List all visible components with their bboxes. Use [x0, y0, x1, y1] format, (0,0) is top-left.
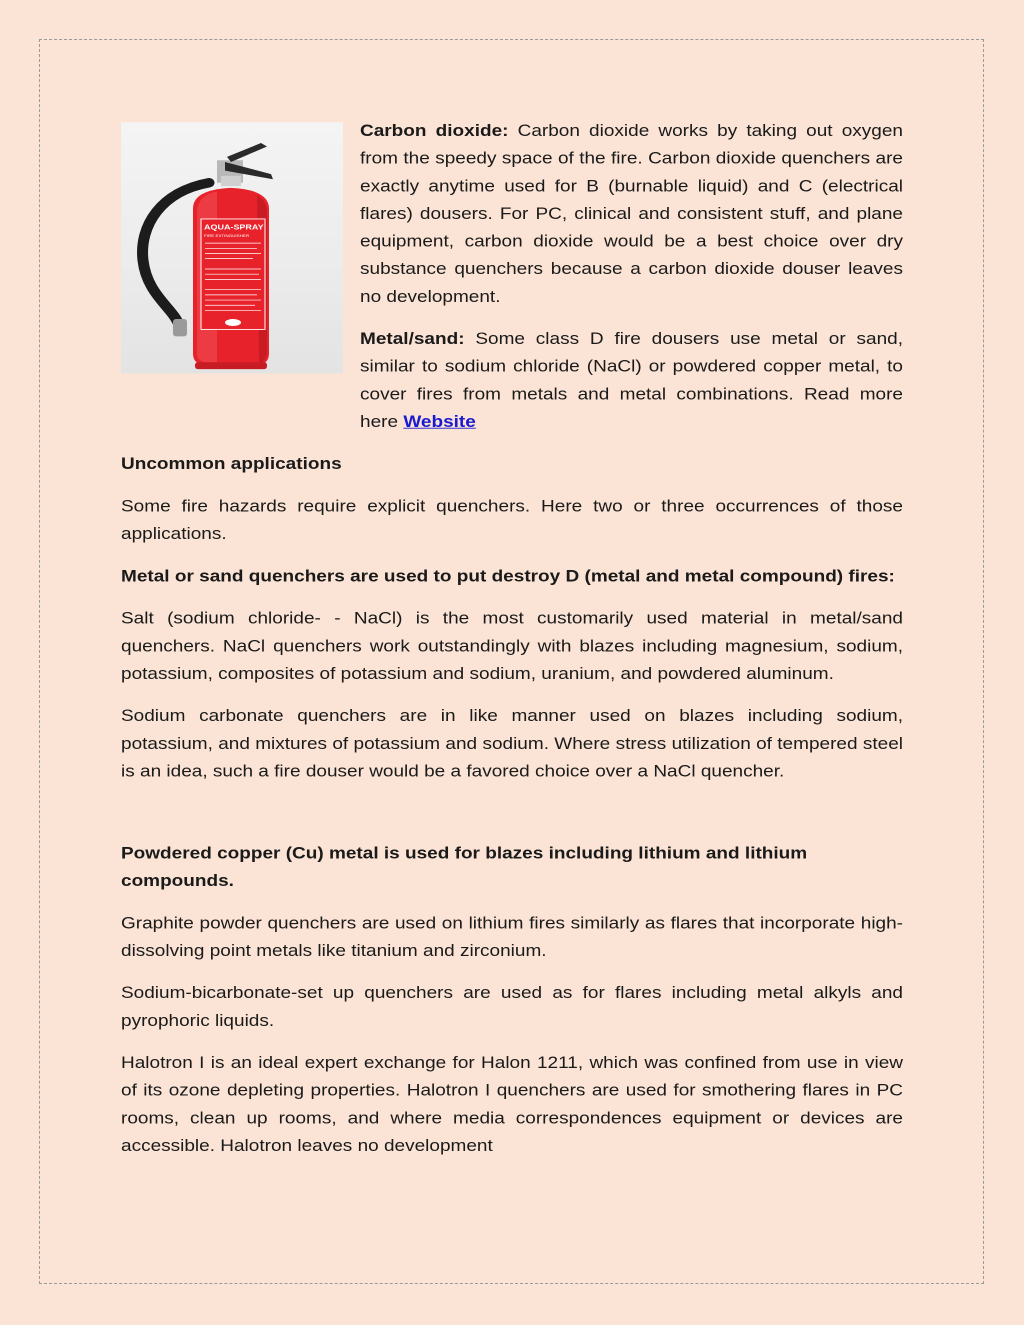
sodium-bicarbonate-paragraph: Sodium-bicarbonate-set up quenchers are used as for flares including metal alkyls and pyrophoric liquids.	[121, 984, 903, 1031]
metal-sand-paragraph	[360, 326, 903, 436]
metal-sand-heading: Metal or sand quenchers are used to put destroy D (metal and metal compound) fires:	[121, 567, 895, 586]
salt-paragraph: Salt (sodium chloride- - NaCl) is the most customarily used material in metal/sand quenchers. NaCl quenchers work outstandingly with blazes including magnesium, sodium, potassium, composites of potassium and sodium, uranium, and powdered aluminum.	[121, 609, 903, 684]
blank-line	[121, 801, 903, 841]
document-content	[121, 118, 903, 1175]
top-section	[121, 118, 903, 436]
uncommon-intro-paragraph: Some fire hazards require explicit quenchers. Here two or three occurrences of those applications.	[121, 497, 903, 544]
carbon-dioxide-paragraph	[360, 118, 903, 311]
graphite-paragraph: Graphite powder quenchers are used on lithium fires similarly as flares that incorporate high-dissolving point metals like titanium and zirconium.	[121, 914, 903, 961]
sodium-carbonate-paragraph: Sodium carbonate quenchers are in like manner used on blazes including sodium, potassium, and mixtures of potassium and sodium. Where stress utilization of tempered steel is an idea, such a fire douser would be a favored choice over a NaCl quencher.	[121, 707, 903, 781]
powdered-copper-heading: Powdered copper (Cu) metal is used for blazes including lithium and lithium compounds.	[121, 844, 808, 891]
metal-sand-lead: Metal/sand:	[360, 330, 465, 349]
extinguisher-label-sub: FIRE EXTINGUISHER	[204, 233, 250, 239]
halotron-paragraph: Halotron I is an ideal expert exchange for Halon 1211, which was confined from use in view of its ozone depleting properties. Halotron I quenchers are used for smothering flares in PC rooms, clean up rooms, and where media correspondences equipment or devices are accessible. Halotron leaves no development	[121, 1054, 903, 1156]
website-link[interactable]: Website	[403, 413, 476, 432]
carbon-dioxide-lead: Carbon dioxide:	[360, 122, 509, 141]
extinguisher-label-main: AQUA-SPRAY	[204, 221, 264, 232]
metal-sand-body: Some class D fire dousers use metal or sand, similar to sodium chloride (NaCl) or powdered copper metal, to cover fires from metals and metal combinations. Read more here	[360, 330, 903, 432]
uncommon-applications-heading: Uncommon applications	[121, 455, 342, 474]
fire-extinguisher-image	[121, 122, 343, 373]
carbon-dioxide-body: Carbon dioxide works by taking out oxygen from the speedy space of the fire. Carbon dioxide quenchers are exactly anytime used for B (burnable liquid) and C (electrical flares) dousers. For PC, clinical and consistent stuff, and plane equipment, carbon dioxide would be a best choice over dry substance quenchers because a carbon dioxide douser leaves no development.	[360, 122, 903, 307]
right-column	[360, 118, 903, 436]
